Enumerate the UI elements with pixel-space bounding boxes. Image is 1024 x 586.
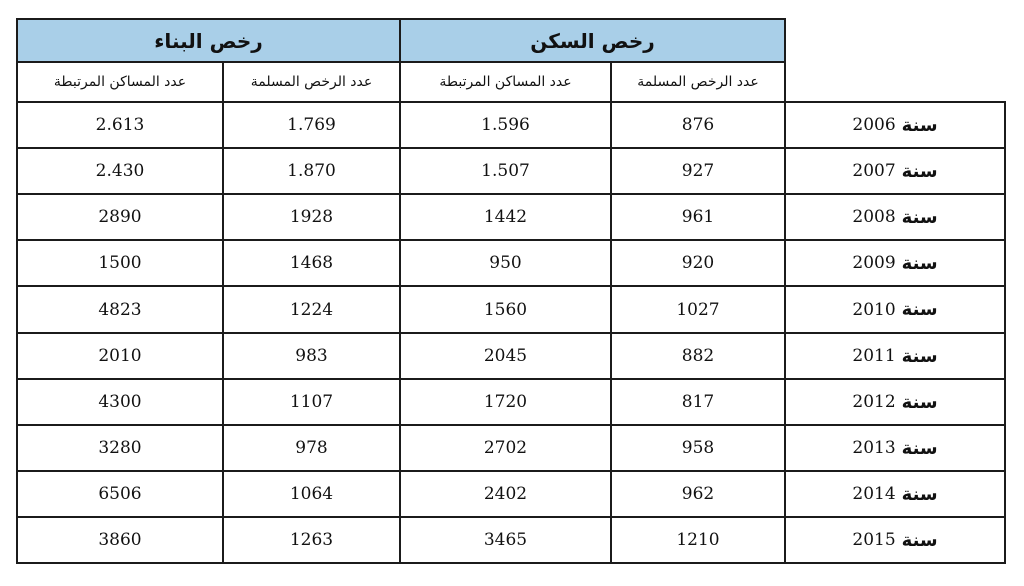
year-value: 2009 [852,253,896,273]
cell-housing-licenses: 927 [610,147,786,195]
cell-housing-licenses: 882 [610,332,786,380]
year-value: 2007 [852,161,896,181]
cell-building-dwellings: 2890 [16,193,224,241]
header-building-licenses: رخص البناء [16,18,401,63]
year-value: 2015 [852,530,896,550]
cell-housing-licenses: 920 [610,239,786,287]
cell-year [784,101,1006,149]
cell-building-dwellings: 2010 [16,332,224,380]
header-housing-licenses: رخص السكن [399,18,786,63]
subheader-building-licenses: عدد الرخص المسلمة [222,61,401,103]
year-value: 2006 [852,115,896,135]
cell-year [784,193,1006,241]
year-value: 2013 [852,438,896,458]
cell-housing-licenses: 958 [610,424,786,472]
cell-building-licenses: 983 [222,332,401,380]
cell-building-licenses: 1224 [222,285,401,334]
cell-housing-dwellings: 950 [399,239,612,287]
cell-housing-licenses: 961 [610,193,786,241]
cell-housing-dwellings: 1.596 [399,101,612,149]
year-value: 2012 [852,392,896,412]
cell-housing-dwellings: 2402 [399,470,612,518]
year-label: سنة [901,114,938,136]
cell-year [784,147,1006,195]
year-value: 2011 [852,346,896,366]
year-label: سنة [901,391,938,413]
cell-housing-dwellings: 3465 [399,516,612,564]
cell-year [784,285,1006,334]
cell-housing-licenses: 962 [610,470,786,518]
cell-building-dwellings: 2.613 [16,101,224,149]
cell-building-licenses: 1.870 [222,147,401,195]
cell-housing-dwellings: 1.507 [399,147,612,195]
cell-building-dwellings: 3280 [16,424,224,472]
cell-housing-licenses: 876 [610,101,786,149]
cell-year [784,378,1006,426]
cell-housing-dwellings: 2045 [399,332,612,380]
year-label: سنة [901,483,938,505]
year-label: سنة [901,529,938,551]
year-label: سنة [901,160,938,182]
cell-building-licenses: 1468 [222,239,401,287]
year-value: 2014 [852,484,896,504]
cell-building-dwellings: 2.430 [16,147,224,195]
year-label: سنة [901,299,938,320]
year-label: سنة [901,206,938,228]
subheader-housing-licenses: عدد الرخص المسلمة [610,61,786,103]
subheader-building-dwellings: عدد المساكن المرتبطة [16,61,224,103]
cell-year [784,470,1006,518]
cell-building-licenses: 1107 [222,378,401,426]
year-label: سنة [901,252,938,274]
cell-building-licenses: 1064 [222,470,401,518]
year-label: سنة [901,345,938,367]
cell-year [784,516,1006,564]
cell-year [784,239,1006,287]
cell-housing-dwellings: 1720 [399,378,612,426]
subheader-housing-dwellings: عدد المساكن المرتبطة [399,61,612,103]
cell-building-dwellings: 3860 [16,516,224,564]
cell-building-dwellings: 4300 [16,378,224,426]
cell-building-licenses: 1928 [222,193,401,241]
year-value: 2008 [852,207,896,227]
year-value: 2010 [852,299,896,320]
cell-housing-dwellings: 2702 [399,424,612,472]
cell-building-licenses: 1.769 [222,101,401,149]
cell-year [784,424,1006,472]
cell-building-licenses: 978 [222,424,401,472]
cell-housing-dwellings: 1442 [399,193,612,241]
cell-building-dwellings: 4823 [16,285,224,334]
cell-housing-dwellings: 1560 [399,285,612,334]
cell-housing-licenses: 817 [610,378,786,426]
year-label: سنة [901,437,938,459]
cell-housing-licenses: 1210 [610,516,786,564]
cell-building-licenses: 1263 [222,516,401,564]
cell-building-dwellings: 6506 [16,470,224,518]
cell-housing-licenses: 1027 [610,285,786,334]
cell-year [784,332,1006,380]
cell-building-dwellings: 1500 [16,239,224,287]
